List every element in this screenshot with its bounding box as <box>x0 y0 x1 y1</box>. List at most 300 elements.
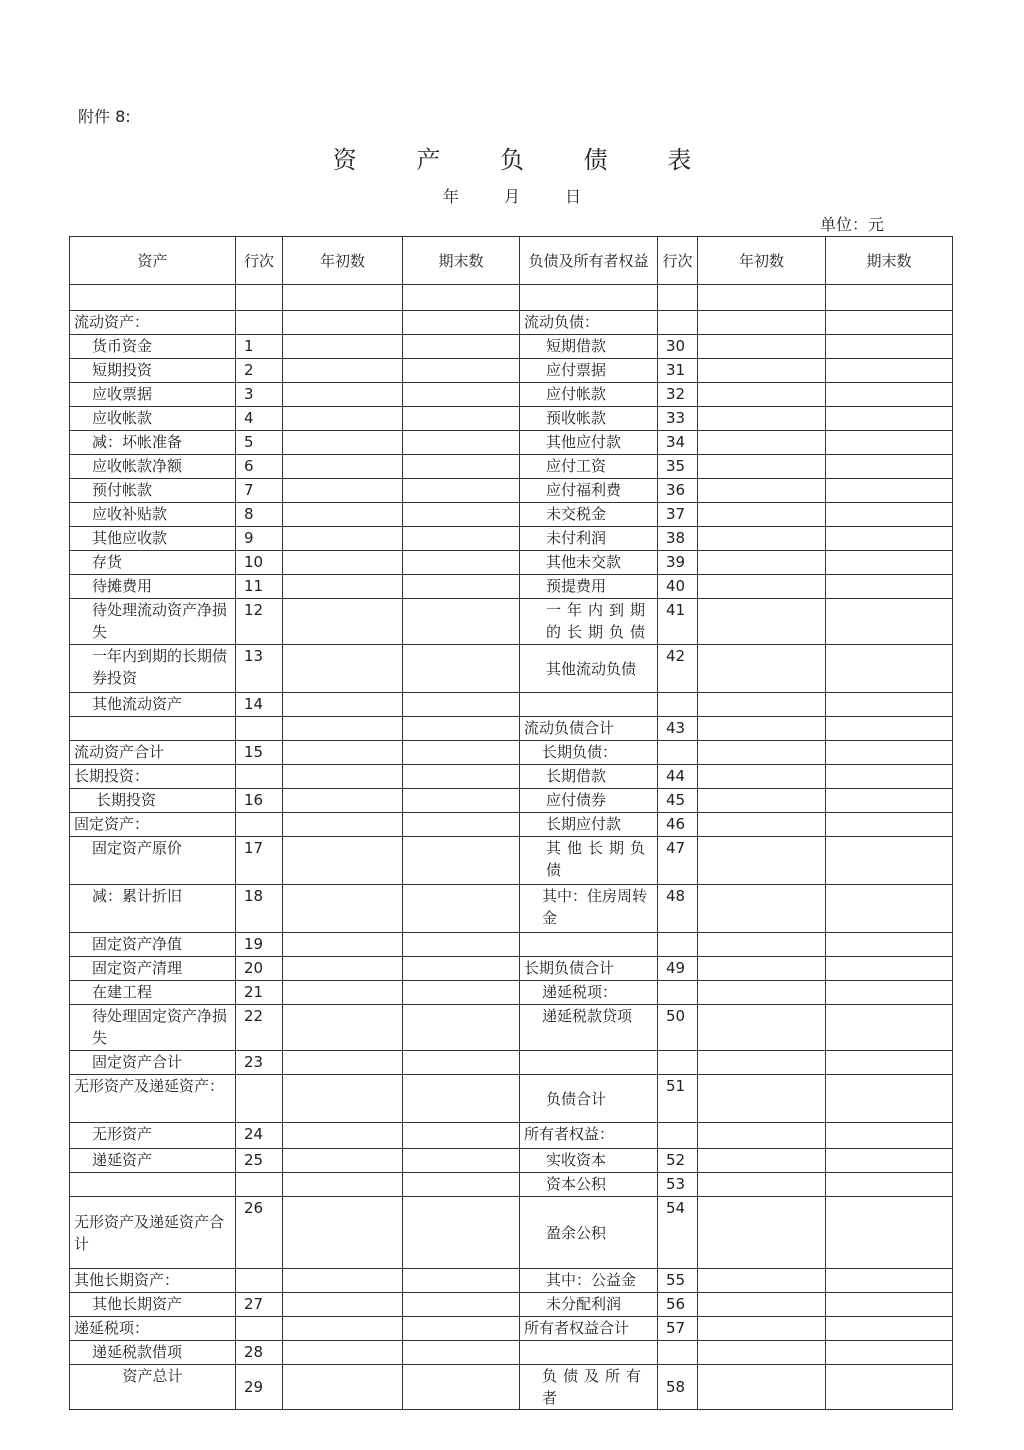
liability-begin-value[interactable] <box>698 1365 826 1410</box>
asset-end-value[interactable] <box>403 765 520 789</box>
asset-begin-value[interactable] <box>283 693 403 717</box>
liability-name: 所有者权益： <box>520 1123 658 1149</box>
liability-end-value[interactable] <box>826 1293 953 1317</box>
asset-begin-value[interactable] <box>283 407 403 431</box>
liability-end-value[interactable] <box>826 1051 953 1075</box>
liability-end-value[interactable] <box>826 359 953 383</box>
liability-name: 长期负债合计 <box>520 957 658 981</box>
asset-row-no: 3 <box>236 383 283 407</box>
liability-begin-value[interactable] <box>698 1317 826 1341</box>
liability-end-value[interactable] <box>826 1075 953 1123</box>
asset-begin-value[interactable] <box>283 551 403 575</box>
asset-end-value[interactable] <box>403 693 520 717</box>
liability-begin-value[interactable] <box>698 765 826 789</box>
header-liab: 负债及所有者权益 <box>520 237 658 285</box>
liability-end-value[interactable] <box>826 335 953 359</box>
liability-name: 未交税金 <box>520 503 658 527</box>
asset-name: 递延税项： <box>70 1317 236 1341</box>
liability-name: 长期应付款 <box>520 813 658 837</box>
table-row <box>70 551 953 575</box>
asset-begin-value[interactable] <box>283 645 403 693</box>
liability-end-value[interactable] <box>826 383 953 407</box>
asset-begin-value[interactable] <box>283 885 403 933</box>
liability-begin-value[interactable] <box>698 1197 826 1269</box>
asset-row-no <box>236 1317 283 1341</box>
asset-end-value[interactable] <box>403 407 520 431</box>
liability-row-no: 44 <box>658 765 698 789</box>
liability-end-value[interactable] <box>826 1365 953 1410</box>
liability-begin-value[interactable] <box>698 1075 826 1123</box>
table-row <box>70 359 953 383</box>
liability-end-value[interactable] <box>826 285 953 311</box>
liability-begin-value[interactable] <box>698 717 826 741</box>
asset-name: 无形资产及递延资产合计 <box>70 1197 236 1269</box>
asset-end-value[interactable] <box>403 837 520 885</box>
liability-name <box>520 933 658 957</box>
asset-begin-value[interactable] <box>283 335 403 359</box>
asset-name <box>70 285 236 311</box>
liability-end-value[interactable] <box>826 693 953 717</box>
liability-row-no: 42 <box>658 645 698 693</box>
asset-begin-value[interactable] <box>283 383 403 407</box>
liability-row-no: 30 <box>658 335 698 359</box>
asset-row-no <box>236 311 283 335</box>
liability-row-no <box>658 1051 698 1075</box>
asset-row-no: 10 <box>236 551 283 575</box>
asset-name: 固定资产原价 <box>70 837 236 885</box>
liability-name: 流动负债合计 <box>520 717 658 741</box>
asset-name: 其他长期资产 <box>70 1293 236 1317</box>
liability-name: 递延税项： <box>520 981 658 1005</box>
liability-end-value[interactable] <box>826 1005 953 1051</box>
asset-begin-value[interactable] <box>283 285 403 311</box>
asset-end-value[interactable] <box>403 1173 520 1197</box>
asset-end-value[interactable] <box>403 957 520 981</box>
asset-begin-value[interactable] <box>283 1051 403 1075</box>
liability-end-value[interactable] <box>826 981 953 1005</box>
asset-begin-value[interactable] <box>283 957 403 981</box>
asset-row-no: 8 <box>236 503 283 527</box>
liability-begin-value[interactable] <box>698 335 826 359</box>
asset-begin-value[interactable] <box>283 789 403 813</box>
table-row <box>70 1123 953 1149</box>
asset-begin-value[interactable] <box>283 479 403 503</box>
asset-begin-value[interactable] <box>283 1005 403 1051</box>
header-begin-2: 年初数 <box>698 237 826 285</box>
liability-name: 短期借款 <box>520 335 658 359</box>
header-asset: 资产 <box>70 237 236 285</box>
asset-end-value[interactable] <box>403 1269 520 1293</box>
asset-name: 递延税款借项 <box>70 1341 236 1365</box>
asset-end-value[interactable] <box>403 599 520 645</box>
liability-row-no <box>658 741 698 765</box>
liability-end-value[interactable] <box>826 1197 953 1269</box>
liability-row-no: 39 <box>658 551 698 575</box>
asset-begin-value[interactable] <box>283 717 403 741</box>
liability-begin-value[interactable] <box>698 527 826 551</box>
liability-begin-value[interactable] <box>698 1149 826 1173</box>
liability-end-value[interactable] <box>826 933 953 957</box>
asset-end-value[interactable] <box>403 1365 520 1410</box>
liability-row-no: 32 <box>658 383 698 407</box>
asset-row-no <box>236 1173 283 1197</box>
liability-row-no: 47 <box>658 837 698 885</box>
asset-end-value[interactable] <box>403 527 520 551</box>
asset-end-value[interactable] <box>403 1075 520 1123</box>
table-row <box>70 789 953 813</box>
asset-row-no <box>236 1075 283 1123</box>
liability-begin-value[interactable] <box>698 431 826 455</box>
liability-name: 盈余公积 <box>520 1197 658 1269</box>
asset-name: 固定资产清理 <box>70 957 236 981</box>
header-row <box>70 237 953 285</box>
asset-begin-value[interactable] <box>283 359 403 383</box>
asset-name: 减：累计折旧 <box>70 885 236 933</box>
liability-name: 其他流动负债 <box>520 645 658 693</box>
header-row-no: 行次 <box>236 237 283 285</box>
liability-end-value[interactable] <box>826 311 953 335</box>
liability-row-no <box>658 1341 698 1365</box>
liability-name: 未分配利润 <box>520 1293 658 1317</box>
table-row <box>70 717 953 741</box>
table-row <box>70 1197 953 1269</box>
table-row <box>70 335 953 359</box>
liability-end-value[interactable] <box>826 837 953 885</box>
asset-end-value[interactable] <box>403 885 520 933</box>
liability-row-no: 55 <box>658 1269 698 1293</box>
liability-row-no: 54 <box>658 1197 698 1269</box>
liability-end-value[interactable] <box>826 1269 953 1293</box>
liability-name: 应付工资 <box>520 455 658 479</box>
liability-end-value[interactable] <box>826 1123 953 1149</box>
asset-row-no: 15 <box>236 741 283 765</box>
table-row <box>70 407 953 431</box>
asset-row-no <box>236 765 283 789</box>
liability-begin-value[interactable] <box>698 1123 826 1149</box>
liability-end-value[interactable] <box>826 741 953 765</box>
asset-end-value[interactable] <box>403 1293 520 1317</box>
asset-name: 固定资产净值 <box>70 933 236 957</box>
liability-begin-value[interactable] <box>698 1051 826 1075</box>
asset-row-no: 19 <box>236 933 283 957</box>
table-row <box>70 479 953 503</box>
liability-name: 长期负债： <box>520 741 658 765</box>
liability-name: 长期借款 <box>520 765 658 789</box>
liability-name <box>520 1341 658 1365</box>
asset-row-no: 14 <box>236 693 283 717</box>
table-row <box>70 285 953 311</box>
liability-name <box>520 1051 658 1075</box>
liability-end-value[interactable] <box>826 455 953 479</box>
asset-begin-value[interactable] <box>283 933 403 957</box>
header-end: 期末数 <box>403 237 520 285</box>
asset-begin-value[interactable] <box>283 503 403 527</box>
table-row <box>70 693 953 717</box>
asset-end-value[interactable] <box>403 1149 520 1173</box>
liability-begin-value[interactable] <box>698 383 826 407</box>
liability-begin-value[interactable] <box>698 407 826 431</box>
asset-end-value[interactable] <box>403 981 520 1005</box>
liability-begin-value[interactable] <box>698 813 826 837</box>
asset-begin-value[interactable] <box>283 1365 403 1410</box>
liability-begin-value[interactable] <box>698 933 826 957</box>
liability-begin-value[interactable] <box>698 551 826 575</box>
liability-begin-value[interactable] <box>698 455 826 479</box>
asset-end-value[interactable] <box>403 1317 520 1341</box>
asset-name <box>70 1173 236 1197</box>
liability-row-no: 38 <box>658 527 698 551</box>
asset-begin-value[interactable] <box>283 455 403 479</box>
asset-end-value[interactable] <box>403 717 520 741</box>
liability-end-value[interactable] <box>826 885 953 933</box>
liability-end-value[interactable] <box>826 645 953 693</box>
asset-begin-value[interactable] <box>283 1293 403 1317</box>
table-row <box>70 1365 953 1410</box>
asset-name: 一年内到期的长期债券投资 <box>70 645 236 693</box>
table-row <box>70 885 953 933</box>
asset-name: 待摊费用 <box>70 575 236 599</box>
asset-begin-value[interactable] <box>283 599 403 645</box>
asset-begin-value[interactable] <box>283 1341 403 1365</box>
liability-begin-value[interactable] <box>698 1341 826 1365</box>
unit-label: 单位：元 <box>820 215 885 234</box>
asset-name: 固定资产合计 <box>70 1051 236 1075</box>
asset-end-value[interactable] <box>403 789 520 813</box>
liability-row-no: 45 <box>658 789 698 813</box>
asset-begin-value[interactable] <box>283 813 403 837</box>
liability-row-no <box>658 285 698 311</box>
asset-end-value[interactable] <box>403 311 520 335</box>
asset-row-no: 16 <box>236 789 283 813</box>
asset-end-value[interactable] <box>403 479 520 503</box>
asset-begin-value[interactable] <box>283 1123 403 1149</box>
liability-begin-value[interactable] <box>698 957 826 981</box>
liability-name: 其中：公益金 <box>520 1269 658 1293</box>
asset-row-no: 26 <box>236 1197 283 1269</box>
asset-begin-value[interactable] <box>283 741 403 765</box>
asset-end-value[interactable] <box>403 645 520 693</box>
asset-begin-value[interactable] <box>283 311 403 335</box>
liability-end-value[interactable] <box>826 957 953 981</box>
asset-row-no <box>236 813 283 837</box>
asset-end-value[interactable] <box>403 503 520 527</box>
liability-name: 其他应付款 <box>520 431 658 455</box>
asset-begin-value[interactable] <box>283 575 403 599</box>
liability-end-value[interactable] <box>826 407 953 431</box>
asset-row-no: 13 <box>236 645 283 693</box>
liability-end-value[interactable] <box>826 431 953 455</box>
liability-name: 预收帐款 <box>520 407 658 431</box>
asset-end-value[interactable] <box>403 285 520 311</box>
table-row <box>70 599 953 645</box>
asset-row-no: 2 <box>236 359 283 383</box>
liability-begin-value[interactable] <box>698 503 826 527</box>
table-row <box>70 527 953 551</box>
liability-begin-value[interactable] <box>698 359 826 383</box>
liability-begin-value[interactable] <box>698 981 826 1005</box>
liability-row-no: 56 <box>658 1293 698 1317</box>
liability-begin-value[interactable] <box>698 1005 826 1051</box>
liability-end-value[interactable] <box>826 1341 953 1365</box>
liability-end-value[interactable] <box>826 765 953 789</box>
table-row <box>70 575 953 599</box>
asset-name: 应收帐款 <box>70 407 236 431</box>
liability-name <box>520 693 658 717</box>
liability-end-value[interactable] <box>826 527 953 551</box>
table-row <box>70 981 953 1005</box>
asset-end-value[interactable] <box>403 1051 520 1075</box>
asset-end-value[interactable] <box>403 741 520 765</box>
asset-row-no: 22 <box>236 1005 283 1051</box>
table-row <box>70 311 953 335</box>
liability-begin-value[interactable] <box>698 285 826 311</box>
asset-begin-value[interactable] <box>283 1173 403 1197</box>
asset-row-no: 25 <box>236 1149 283 1173</box>
liability-begin-value[interactable] <box>698 311 826 335</box>
asset-name: 在建工程 <box>70 981 236 1005</box>
liability-begin-value[interactable] <box>698 741 826 765</box>
asset-row-no: 6 <box>236 455 283 479</box>
liability-row-no: 35 <box>658 455 698 479</box>
asset-row-no: 4 <box>236 407 283 431</box>
liability-name: 应付债券 <box>520 789 658 813</box>
liability-name: 应付福利费 <box>520 479 658 503</box>
asset-end-value[interactable] <box>403 359 520 383</box>
table-row <box>70 1269 953 1293</box>
asset-begin-value[interactable] <box>283 1269 403 1293</box>
asset-end-value[interactable] <box>403 1123 520 1149</box>
liability-row-no: 53 <box>658 1173 698 1197</box>
liability-end-value[interactable] <box>826 503 953 527</box>
table-row <box>70 503 953 527</box>
asset-row-no <box>236 717 283 741</box>
asset-name: 资产总计 <box>70 1365 236 1410</box>
asset-end-value[interactable] <box>403 383 520 407</box>
asset-name: 递延资产 <box>70 1149 236 1173</box>
liability-row-no: 51 <box>658 1075 698 1123</box>
liability-begin-value[interactable] <box>698 575 826 599</box>
liability-name: 其中：住房周转金 <box>520 885 658 933</box>
asset-begin-value[interactable] <box>283 765 403 789</box>
asset-name: 应收票据 <box>70 383 236 407</box>
liability-name: 负债合计 <box>520 1075 658 1123</box>
liability-name: 所有者权益合计 <box>520 1317 658 1341</box>
liability-row-no <box>658 1123 698 1149</box>
asset-begin-value[interactable] <box>283 981 403 1005</box>
liability-end-value[interactable] <box>826 575 953 599</box>
liability-end-value[interactable] <box>826 599 953 645</box>
liability-name: 实收资本 <box>520 1149 658 1173</box>
liability-begin-value[interactable] <box>698 837 826 885</box>
asset-end-value[interactable] <box>403 551 520 575</box>
asset-name: 应收补贴款 <box>70 503 236 527</box>
asset-name: 短期投资 <box>70 359 236 383</box>
asset-begin-value[interactable] <box>283 1317 403 1341</box>
liability-row-no <box>658 981 698 1005</box>
table-row <box>70 455 953 479</box>
liability-begin-value[interactable] <box>698 885 826 933</box>
table-row <box>70 765 953 789</box>
asset-name: 其他应收款 <box>70 527 236 551</box>
asset-row-no: 5 <box>236 431 283 455</box>
asset-begin-value[interactable] <box>283 837 403 885</box>
liability-row-no: 57 <box>658 1317 698 1341</box>
asset-row-no: 11 <box>236 575 283 599</box>
liability-end-value[interactable] <box>826 1173 953 1197</box>
liability-end-value[interactable] <box>826 717 953 741</box>
liability-end-value[interactable] <box>826 789 953 813</box>
asset-name: 无形资产 <box>70 1123 236 1149</box>
liability-end-value[interactable] <box>826 551 953 575</box>
liability-end-value[interactable] <box>826 813 953 837</box>
page-title: 资 产 负 债 表 <box>332 146 718 174</box>
liability-name: 流动负债： <box>520 311 658 335</box>
liability-row-no: 37 <box>658 503 698 527</box>
asset-row-no <box>236 285 283 311</box>
asset-name: 货币资金 <box>70 335 236 359</box>
asset-name: 存货 <box>70 551 236 575</box>
table-row <box>70 645 953 693</box>
table-row <box>70 957 953 981</box>
liability-row-no: 48 <box>658 885 698 933</box>
liability-begin-value[interactable] <box>698 1293 826 1317</box>
asset-row-no: 24 <box>236 1123 283 1149</box>
liability-begin-value[interactable] <box>698 693 826 717</box>
liability-begin-value[interactable] <box>698 789 826 813</box>
asset-end-value[interactable] <box>403 1197 520 1269</box>
liability-begin-value[interactable] <box>698 1173 826 1197</box>
asset-begin-value[interactable] <box>283 431 403 455</box>
asset-begin-value[interactable] <box>283 1149 403 1173</box>
asset-end-value[interactable] <box>403 455 520 479</box>
attachment-label: 附件 8: <box>78 107 131 126</box>
liability-row-no: 36 <box>658 479 698 503</box>
liability-end-value[interactable] <box>826 479 953 503</box>
header-row-no-2: 行次 <box>658 237 698 285</box>
liability-row-no: 31 <box>658 359 698 383</box>
asset-end-value[interactable] <box>403 431 520 455</box>
asset-end-value[interactable] <box>403 575 520 599</box>
liability-name: 应付帐款 <box>520 383 658 407</box>
asset-end-value[interactable] <box>403 335 520 359</box>
liability-name: 应付票据 <box>520 359 658 383</box>
liability-begin-value[interactable] <box>698 1269 826 1293</box>
table-row <box>70 933 953 957</box>
liability-begin-value[interactable] <box>698 599 826 645</box>
asset-end-value[interactable] <box>403 933 520 957</box>
asset-end-value[interactable] <box>403 1005 520 1051</box>
liability-end-value[interactable] <box>826 1317 953 1341</box>
asset-begin-value[interactable] <box>283 1197 403 1269</box>
asset-row-no <box>236 1269 283 1293</box>
liability-end-value[interactable] <box>826 1149 953 1173</box>
liability-name: 其他未交款 <box>520 551 658 575</box>
liability-begin-value[interactable] <box>698 645 826 693</box>
asset-end-value[interactable] <box>403 1341 520 1365</box>
liability-begin-value[interactable] <box>698 479 826 503</box>
liability-name: 未付利润 <box>520 527 658 551</box>
table-row <box>70 1317 953 1341</box>
asset-row-no: 20 <box>236 957 283 981</box>
asset-end-value[interactable] <box>403 813 520 837</box>
balance-sheet-table <box>69 236 953 1410</box>
asset-row-no: 9 <box>236 527 283 551</box>
liability-row-no: 40 <box>658 575 698 599</box>
asset-begin-value[interactable] <box>283 1075 403 1123</box>
asset-name: 固定资产： <box>70 813 236 837</box>
liability-row-no <box>658 933 698 957</box>
asset-begin-value[interactable] <box>283 527 403 551</box>
